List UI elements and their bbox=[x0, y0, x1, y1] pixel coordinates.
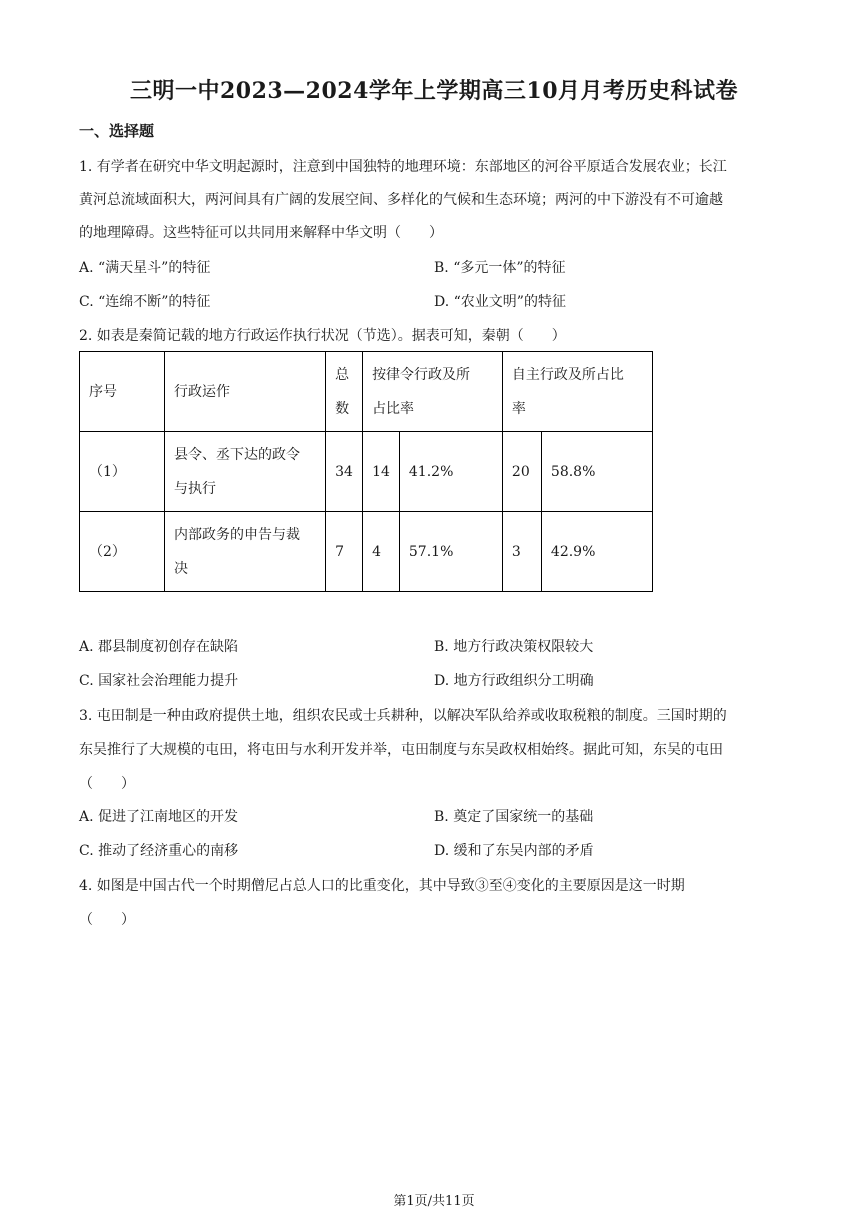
header-law-line-2: 占比率 bbox=[372, 400, 415, 417]
q3-stem-line-3: （ ） bbox=[79, 776, 135, 792]
q1-stem-line-3: 的地理障碍。这些特征可以共同用来解释中华文明（ ） bbox=[79, 225, 443, 241]
q3-option-b[interactable]: B. 奠定了国家统一的基础 bbox=[434, 809, 594, 825]
q1-option-b[interactable]: B. “多元一体”的特征 bbox=[434, 260, 566, 276]
q2-option-a[interactable]: A. 郡县制度初创存在缺陷 bbox=[79, 639, 239, 655]
row-operation-line-2: 决 bbox=[174, 560, 189, 577]
header-total-line-2: 数 bbox=[335, 400, 350, 417]
row-auto-count: 3 bbox=[502, 512, 541, 592]
row-law-percent: 57.1% bbox=[399, 512, 502, 592]
q2-option-b[interactable]: B. 地方行政决策权限较大 bbox=[434, 639, 594, 655]
exam-title: 三明一中2023—2024学年上学期高三10月月考历史科试卷 bbox=[129, 78, 739, 104]
row-law-count: 4 bbox=[363, 512, 400, 592]
row-law-count: 14 bbox=[363, 432, 400, 512]
section-heading: 一、选择题 bbox=[79, 122, 155, 140]
header-law-based bbox=[363, 352, 503, 432]
header-law-line-1: 按律令行政及所 bbox=[372, 366, 471, 383]
q1-stem-line-2: 黄河总流域面积大，两河间具有广阔的发展空间、多样化的气候和生态环境；两河的中下游没有不可逾越 bbox=[79, 192, 723, 208]
q2-stem: 2. 如表是秦简记载的地方行政运作执行状况（节选）。据表可知，秦朝（ ） bbox=[79, 328, 566, 344]
row-operation-line-2: 与执行 bbox=[174, 480, 217, 497]
qin-admin-table bbox=[79, 351, 653, 592]
row-auto-percent: 42.9% bbox=[541, 512, 652, 592]
header-total bbox=[326, 352, 363, 432]
row-auto-count: 20 bbox=[502, 432, 541, 512]
header-auto-line-2: 率 bbox=[511, 400, 526, 417]
header-auto-line-1: 自主行政及所占比 bbox=[511, 366, 624, 383]
row-total: 7 bbox=[326, 512, 363, 592]
q1-stem-line-1: 1. 有学者在研究中华文明起源时，注意到中国独特的地理环境：东部地区的河谷平原适合发展农业；长江 bbox=[79, 159, 727, 175]
row-total: 34 bbox=[326, 432, 363, 512]
header-total-line-1: 总 bbox=[335, 366, 350, 383]
q4-stem-line-2: （ ） bbox=[79, 912, 135, 928]
header-operation: 行政运作 bbox=[165, 352, 326, 432]
header-index: 序号 bbox=[80, 352, 165, 432]
q3-stem-line-1: 3. 屯田制是一种由政府提供土地，组织农民或士兵耕种，以解决军队给养或收取税粮的制度。三国时期的 bbox=[79, 708, 727, 724]
page-footer: 第1页/共11页 bbox=[393, 1194, 475, 1209]
row-operation bbox=[165, 432, 326, 512]
header-autonomous bbox=[502, 352, 652, 432]
row-operation bbox=[165, 512, 326, 592]
row-operation-line-1: 内部政务的申告与裁 bbox=[174, 526, 301, 543]
table-row bbox=[80, 512, 653, 592]
q1-option-a[interactable]: A. “满天星斗”的特征 bbox=[79, 260, 211, 276]
q3-stem-line-2: 东吴推行了大规模的屯田，将屯田与水利开发并举，屯田制度与东吴政权相始终。据此可知，东吴的屯田 bbox=[79, 742, 723, 758]
row-index: （2） bbox=[80, 512, 165, 592]
row-index: （1） bbox=[80, 432, 165, 512]
q1-option-c[interactable]: C. “连绵不断”的特征 bbox=[79, 294, 211, 310]
table-header-row bbox=[80, 352, 653, 432]
q2-option-d[interactable]: D. 地方行政组织分工明确 bbox=[434, 673, 594, 689]
q3-option-d[interactable]: D. 缓和了东吴内部的矛盾 bbox=[434, 843, 594, 859]
q2-option-c[interactable]: C. 国家社会治理能力提升 bbox=[79, 673, 239, 689]
q3-option-a[interactable]: A. 促进了江南地区的开发 bbox=[79, 809, 239, 825]
row-operation-line-1: 县令、丞下达的政令 bbox=[174, 446, 301, 463]
table-row bbox=[80, 432, 653, 512]
q1-option-d[interactable]: D. “农业文明”的特征 bbox=[434, 294, 566, 310]
q3-option-c[interactable]: C. 推动了经济重心的南移 bbox=[79, 843, 239, 859]
q4-stem-line-1: 4. 如图是中国古代一个时期僧尼占总人口的比重变化，其中导致③至④变化的主要原因是这一时期 bbox=[79, 878, 685, 894]
row-auto-percent: 58.8% bbox=[541, 432, 652, 512]
row-law-percent: 41.2% bbox=[399, 432, 502, 512]
